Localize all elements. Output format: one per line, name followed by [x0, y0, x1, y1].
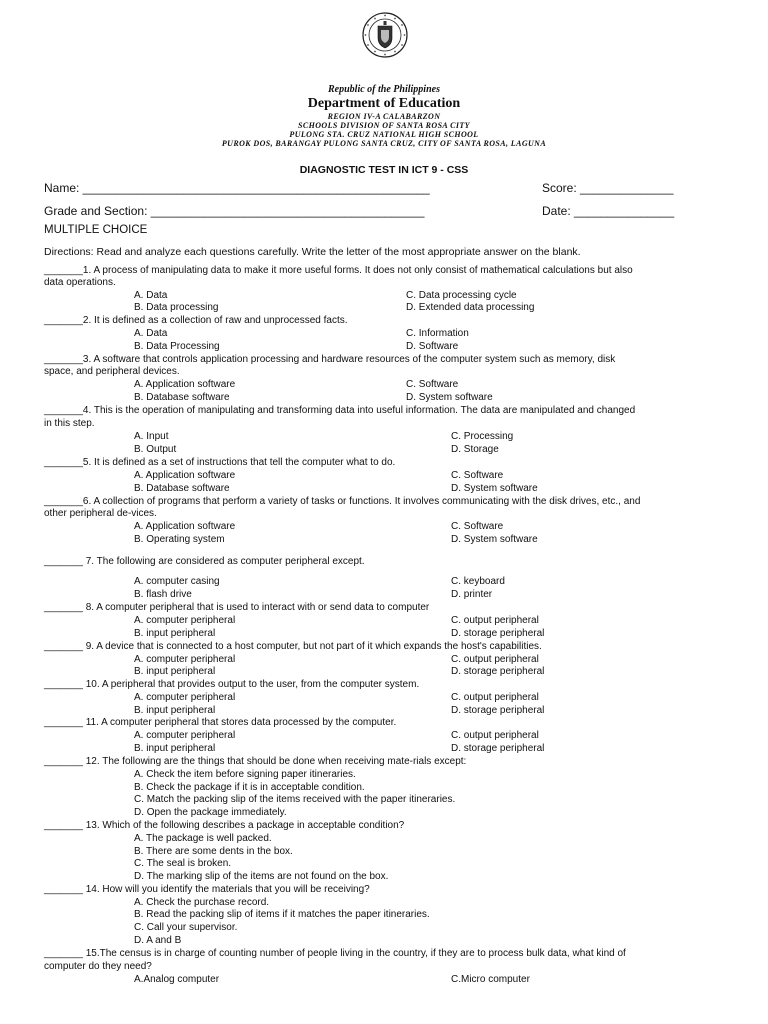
q13-option-a: A. The package is well packed. — [134, 833, 272, 844]
q1-option-d: D. Extended data processing — [406, 302, 535, 313]
q3-option-b: B. Database software — [134, 392, 230, 403]
q5-option-c: C. Software — [451, 470, 504, 481]
q5-option-a: A. Application software — [134, 470, 236, 481]
section-heading: MULTIPLE CHOICE — [44, 224, 148, 236]
q5-option-b: B. Database software — [134, 483, 230, 494]
q3-option-d: D. System software — [406, 392, 493, 403]
q8-option-a: A. computer peripheral — [134, 615, 236, 626]
q15-option-a: A.Analog computer — [134, 974, 220, 985]
question-4-line-2: in this step. — [44, 418, 95, 429]
republic-heading: Republic of the Philippines — [328, 84, 440, 95]
q12-option-c: C. Match the packing slip of the items received with the paper itineraries. — [134, 794, 456, 805]
q10-option-b: B. input peripheral — [134, 705, 216, 716]
question-1-line-2: data operations. — [44, 277, 116, 288]
q12-option-d: D. Open the package immediately. — [134, 807, 287, 818]
grade-section-field[interactable]: Grade and Section: _________________________________________ — [44, 204, 425, 218]
q1-option-c: C. Data processing cycle — [406, 290, 517, 301]
name-field[interactable]: Name: ____________________________________________________ — [44, 181, 430, 195]
question-13-line-1: _______ 13. Which of the following describes a package in acceptable condition? — [44, 820, 405, 831]
q4-option-b: B. Output — [134, 444, 177, 455]
q9-option-c: C. output peripheral — [451, 654, 539, 665]
question-12-line-1: _______ 12. The following are the things that should be done when receiving mate-rials except: — [44, 756, 467, 767]
q9-option-b: B. input peripheral — [134, 666, 216, 677]
score-field[interactable]: Score: ______________ — [542, 181, 674, 195]
q12-option-a: A. Check the item before signing paper itineraries. — [134, 769, 356, 780]
q2-option-c: C. Information — [406, 328, 469, 339]
question-15-line-2: computer do they need? — [44, 961, 152, 972]
question-2-line-1: _______2. It is defined as a collection of raw and unprocessed facts. — [44, 315, 348, 326]
question-6-line-2: other peripheral de-vices. — [44, 508, 157, 519]
question-11-line-1: _______ 11. A computer peripheral that stores data processed by the computer. — [44, 717, 397, 728]
q2-option-a: A. Data — [134, 328, 168, 339]
q11-option-c: C. output peripheral — [451, 730, 539, 741]
q11-option-d: D. storage peripheral — [451, 743, 545, 754]
question-10-line-1: _______ 10. A peripheral that provides output to the user, from the computer system. — [44, 679, 420, 690]
q6-option-b: B. Operating system — [134, 534, 225, 545]
q13-option-b: B. There are some dents in the box. — [134, 846, 293, 857]
q14-option-c: C. Call your supervisor. — [134, 922, 238, 933]
q4-option-d: D. Storage — [451, 444, 499, 455]
q2-option-d: D. Software — [406, 341, 459, 352]
q1-option-b: B. Data processing — [134, 302, 219, 313]
q11-option-a: A. computer peripheral — [134, 730, 236, 741]
q14-option-d: D. A and B — [134, 935, 182, 946]
q10-option-a: A. computer peripheral — [134, 692, 236, 703]
division-heading: SCHOOLS DIVISION OF SANTA ROSA CITY — [298, 121, 470, 130]
q8-option-d: D. storage peripheral — [451, 628, 545, 639]
question-8-line-1: _______ 8. A computer peripheral that is used to interact with or send data to computer — [44, 602, 430, 613]
q6-option-a: A. Application software — [134, 521, 236, 532]
q11-option-b: B. input peripheral — [134, 743, 216, 754]
q6-option-c: C. Software — [451, 521, 504, 532]
date-field[interactable]: Date: _______________ — [542, 204, 675, 218]
question-1-line-1: _______1. A process of manipulating data to make it more useful forms. It does not only consist of mathematical calculations but also — [44, 265, 633, 276]
question-14-line-1: _______ 14. How will you identify the materials that you will be receiving? — [44, 884, 370, 895]
question-6-line-1: _______6. A collection of programs that perform a variety of tasks or functions. It involves communicating with the disk drives, etc., and — [44, 496, 641, 507]
address-heading: PUROK DOS, BARANGAY PULONG SANTA CRUZ, CITY OF SANTA ROSA, LAGUNA — [221, 139, 547, 148]
q9-option-d: D. storage peripheral — [451, 666, 545, 677]
deped-seal-logo — [362, 12, 408, 58]
test-title: DIAGNOSTIC TEST IN ICT 9 - CSS — [299, 164, 469, 176]
question-3-line-1: _______3. A software that controls application processing and hardware resources of the computer system such as memory, disk — [44, 354, 616, 365]
q1-option-a: A. Data — [134, 290, 168, 301]
q2-option-b: B. Data Processing — [134, 341, 220, 352]
q7-option-b: B. flash drive — [134, 589, 192, 600]
q14-option-b: B. Read the packing slip of items if it matches the paper itineraries. — [134, 909, 430, 920]
question-5-line-1: _______5. It is defined as a set of instructions that tell the computer what to do. — [44, 457, 396, 468]
q5-option-d: D. System software — [451, 483, 538, 494]
q7-option-c: C. keyboard — [451, 576, 505, 587]
question-3-line-2: space, and peripheral devices. — [44, 366, 180, 377]
q8-option-c: C. output peripheral — [451, 615, 539, 626]
department-heading: Department of Education — [307, 96, 461, 111]
directions-text: Directions: Read and analyze each questions carefully. Write the letter of the most appropriate answer on the blank. — [44, 246, 581, 258]
question-15-line-1: _______ 15.The census is in charge of counting number of people living in the country, if they are to process bulk data, what kind of — [44, 948, 626, 959]
region-heading: REGION IV-A CALABARZON — [327, 112, 441, 121]
question-9-line-1: _______ 9. A device that is connected to a host computer, but not part of it which expands the host's capabilities. — [44, 641, 542, 652]
q3-option-c: C. Software — [406, 379, 459, 390]
q12-option-b: B. Check the package if it is in acceptable condition. — [134, 782, 365, 793]
q3-option-a: A. Application software — [134, 379, 236, 390]
q14-option-a: A. Check the purchase record. — [134, 897, 270, 908]
q6-option-d: D. System software — [451, 534, 538, 545]
q9-option-a: A. computer peripheral — [134, 654, 236, 665]
q8-option-b: B. input peripheral — [134, 628, 216, 639]
question-4-line-1: _______4. This is the operation of manipulating and transforming data into useful information. The data are manipulated and changed — [44, 405, 636, 416]
q4-option-c: C. Processing — [451, 431, 514, 442]
school-heading: PULONG STA. CRUZ NATIONAL HIGH SCHOOL — [289, 130, 479, 139]
q10-option-d: D. storage peripheral — [451, 705, 545, 716]
q7-option-a: A. computer casing — [134, 576, 220, 587]
q15-option-c: C.Micro computer — [451, 974, 530, 985]
q10-option-c: C. output peripheral — [451, 692, 539, 703]
q13-option-c: C. The seal is broken. — [134, 858, 232, 869]
q13-option-d: D. The marking slip of the items are not found on the box. — [134, 871, 389, 882]
q4-option-a: A. Input — [134, 431, 169, 442]
question-7-line-1: _______ 7. The following are considered as computer peripheral except. — [44, 556, 365, 567]
q7-option-d: D. printer — [451, 589, 493, 600]
